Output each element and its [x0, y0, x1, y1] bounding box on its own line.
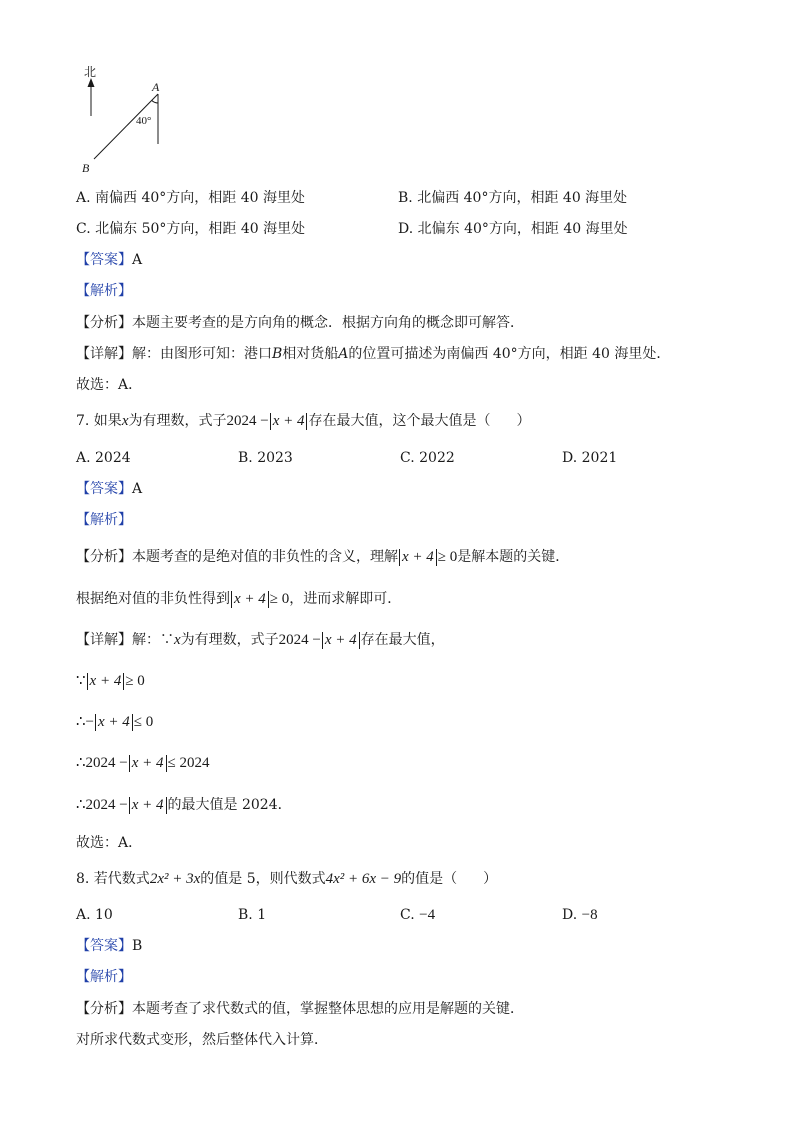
- abs-expr: x + 4: [231, 591, 269, 608]
- therefore-symbol: ∴: [76, 797, 86, 813]
- fenxi-text: 本题主要考查的是方向角的概念．根据方向角的概念即可解答．: [132, 315, 524, 331]
- abs-expr: x + 4: [129, 755, 167, 772]
- question-text: 8. 若代数式: [76, 871, 150, 887]
- q6-analysis-heading: [76, 281, 132, 301]
- q8-question: [76, 869, 497, 889]
- option-letter: C.: [400, 907, 415, 923]
- answer-value: A: [132, 252, 143, 268]
- q8-option-b: [238, 905, 266, 925]
- detail-tag: 【详解】: [76, 632, 132, 648]
- fenxi-text: 根据绝对值的非负性得到: [76, 591, 230, 607]
- option-text: 2023: [257, 450, 293, 466]
- analysis-tag: 【解析】: [76, 969, 132, 985]
- therefore-symbol: ∴: [76, 755, 86, 771]
- q7-detail: [76, 630, 445, 650]
- option-text: 2021: [581, 450, 618, 466]
- north-arrow-head: [88, 78, 95, 87]
- answer-tag: 【答案】: [76, 252, 132, 268]
- fenxi-text: 对所求代数式变形，然后整体代入计算．: [76, 1032, 328, 1048]
- q6-detail: [76, 344, 670, 364]
- choose-text: 故选：A．: [76, 835, 143, 851]
- q6-option-d: [398, 219, 628, 239]
- detail-text: 解：由图形可知：港口: [132, 346, 272, 362]
- option-letter: B.: [238, 450, 253, 466]
- q8-option-d: [562, 905, 598, 925]
- option-letter: D.: [562, 450, 578, 466]
- q6-answer: [76, 250, 142, 270]
- question-text: 为有理数，式子: [128, 413, 227, 429]
- point-b-label: B: [82, 161, 90, 175]
- abs-expr: x + 4: [270, 413, 308, 430]
- choose-text: 故选：A．: [76, 377, 143, 393]
- q7-step-3: [76, 753, 210, 773]
- because-symbol: ∵: [76, 673, 86, 689]
- q6-option-c: [76, 219, 305, 239]
- q7-fenxi-line2: [76, 589, 401, 609]
- question-text: ）: [483, 871, 498, 887]
- analysis-tag: 【解析】: [76, 283, 132, 299]
- q6-option-b: [398, 188, 627, 208]
- fenxi-text: ，进而求解即可．: [289, 591, 402, 607]
- question-text: 的值是 5，则代数式: [200, 871, 326, 887]
- q8-option-c: [400, 905, 435, 925]
- option-text: 2024: [95, 450, 131, 466]
- var-a: A: [338, 346, 349, 362]
- q6-option-a: [76, 188, 305, 208]
- option-text: 北偏西 40°方向，相距 40 海里处: [417, 190, 628, 206]
- answer-tag: 【答案】: [76, 481, 132, 497]
- q7-option-b: [238, 448, 293, 468]
- question-text: 7. 如果: [76, 413, 122, 429]
- abs-expr: x + 4: [399, 549, 437, 566]
- option-letter: D.: [398, 221, 414, 237]
- expr-num: 2024 −: [278, 632, 321, 648]
- angle-label: 40°: [136, 115, 152, 127]
- question-text: 的值是（: [401, 871, 458, 887]
- detail-tag: 【详解】: [76, 346, 132, 362]
- q8-fenxi: [76, 999, 524, 1019]
- option-text: 北偏东 50°方向，相距 40 海里处: [95, 221, 306, 237]
- expr-1: 2x² + 3x: [149, 871, 201, 887]
- answer-tag: 【答案】: [76, 938, 132, 954]
- fenxi-tag: 【分析】: [76, 549, 132, 565]
- detail-text: 解：∵: [132, 632, 174, 648]
- q7-question: [76, 411, 530, 431]
- north-label: 北: [84, 65, 97, 79]
- q7-step-1: [76, 671, 145, 691]
- fenxi-tag: 【分析】: [76, 315, 132, 331]
- fenxi-text: 是解本题的关键．: [457, 549, 570, 565]
- var-b: B: [272, 346, 283, 362]
- fenxi-text: 本题考查的是绝对值的非负性的含义，理解: [132, 549, 398, 565]
- answer-value: B: [132, 938, 143, 954]
- expr-num: 2024 −: [226, 413, 269, 429]
- q7-option-d: [562, 448, 617, 468]
- q7-answer: [76, 479, 142, 499]
- q7-option-c: [400, 448, 455, 468]
- q7-step-2: [76, 712, 153, 732]
- q7-step-4: [76, 795, 292, 815]
- detail-text: 存在最大值，: [360, 632, 445, 648]
- var-x: x: [121, 413, 129, 429]
- abs-expr: x + 4: [95, 714, 133, 731]
- q7-choose: [76, 833, 142, 853]
- q8-answer: [76, 936, 142, 956]
- math-rel: ≤ 2024: [167, 755, 210, 771]
- answer-value: A: [132, 481, 143, 497]
- detail-text: 的位置可描述为南偏西 40°方向，相距 40 海里处．: [348, 346, 671, 362]
- question-text: 存在最大值，这个最大值是（: [308, 413, 491, 429]
- option-letter: B.: [398, 190, 413, 206]
- option-text: 2022: [419, 450, 455, 466]
- q6-fenxi: [76, 313, 524, 333]
- option-letter: A.: [76, 190, 91, 206]
- fenxi-text: 本题考查了求代数式的值，掌握整体思想的应用是解题的关键．: [132, 1001, 524, 1017]
- option-letter: D.: [562, 907, 578, 923]
- q8-option-a: [76, 905, 113, 925]
- option-text: 10: [95, 907, 113, 923]
- q6-choose: [76, 375, 142, 395]
- minus-sign: −: [85, 714, 95, 730]
- option-letter: B.: [238, 907, 253, 923]
- q8-analysis-heading: [76, 967, 132, 987]
- option-letter: A.: [76, 907, 91, 923]
- math-rel: ≥ 0: [269, 591, 290, 607]
- expr-num: 2024 −: [85, 755, 128, 771]
- expr-num: 2024 −: [85, 797, 128, 813]
- option-text: 南偏西 40°方向，相距 40 海里处: [95, 190, 305, 206]
- abs-expr: x + 4: [322, 632, 360, 649]
- abs-expr: x + 4: [87, 673, 125, 690]
- option-letter: C.: [76, 221, 91, 237]
- option-text: 北偏东 40°方向，相距 40 海里处: [417, 221, 628, 237]
- abs-expr: x + 4: [129, 797, 167, 814]
- question-text: ）: [516, 413, 531, 429]
- option-text: 1: [257, 907, 267, 923]
- therefore-symbol: ∴: [76, 714, 86, 730]
- var-x: x: [174, 632, 181, 648]
- analysis-tag: 【解析】: [76, 512, 132, 528]
- math-rel: ≥ 0: [125, 673, 145, 689]
- math-rel: ≤ 0: [133, 714, 154, 730]
- q7-option-a: [76, 448, 131, 468]
- q8-fenxi-line2: [76, 1030, 328, 1050]
- expr-2: 4x² + 6x − 9: [325, 871, 402, 887]
- q7-analysis-heading: [76, 510, 132, 530]
- math-rel: ≥ 0: [437, 549, 458, 565]
- detail-text: 为有理数，式子: [180, 632, 279, 648]
- option-text: −8: [581, 907, 598, 923]
- fenxi-tag: 【分析】: [76, 1001, 132, 1017]
- option-letter: A.: [76, 450, 91, 466]
- q7-fenxi: [76, 547, 569, 567]
- direction-figure: [78, 62, 178, 180]
- option-text: −4: [419, 907, 436, 923]
- option-letter: C.: [400, 450, 415, 466]
- angle-arc: [152, 100, 158, 103]
- detail-text: 的最大值是 2024．: [167, 797, 292, 813]
- point-a-label: A: [152, 80, 160, 94]
- detail-text: 相对货船: [282, 346, 339, 362]
